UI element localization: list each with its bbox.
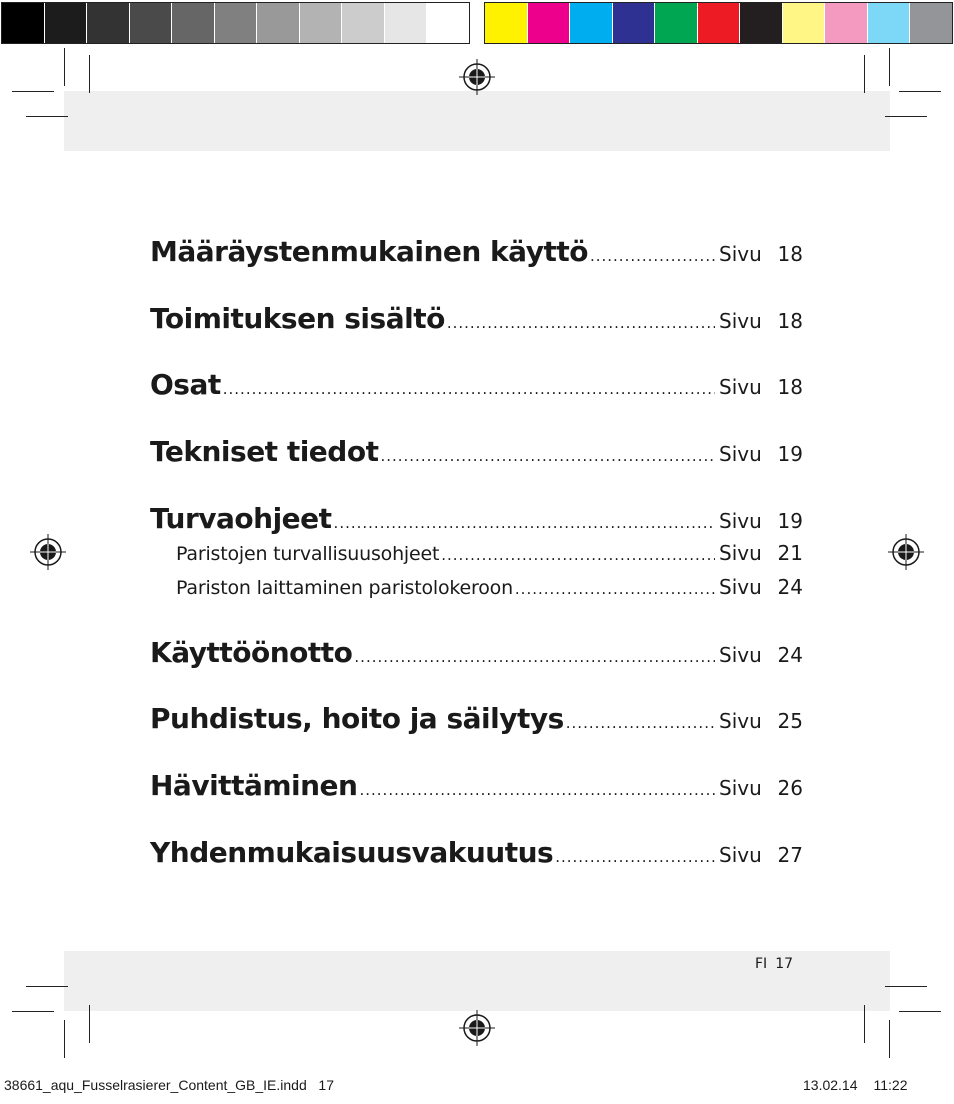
toc-page-label: Sivu <box>719 776 762 800</box>
toc-entry-title: Toimituksen sisältö <box>150 302 445 335</box>
crop-mark <box>885 986 927 987</box>
crop-mark <box>26 986 68 987</box>
color-swatch <box>698 3 741 43</box>
toc-page-label: Sivu <box>719 541 762 565</box>
color-swatch <box>427 3 469 43</box>
color-swatch <box>910 3 952 43</box>
toc-page-number: 27 <box>777 843 803 867</box>
toc-page-ref <box>719 843 803 867</box>
color-swatch <box>215 3 258 43</box>
color-swatch <box>385 3 428 43</box>
toc-leader-dots <box>441 546 715 564</box>
toc-page-label: Sivu <box>719 442 762 466</box>
crop-mark <box>64 48 65 86</box>
color-swatch <box>868 3 911 43</box>
color-swatch <box>783 3 826 43</box>
registration-mark-icon <box>30 534 66 570</box>
toc-leader-dots <box>223 380 715 398</box>
crop-mark <box>64 1020 65 1058</box>
color-swatch <box>172 3 215 43</box>
toc-page-ref <box>719 509 803 533</box>
color-swatch <box>740 3 783 43</box>
toc-page-ref <box>719 442 803 466</box>
toc-page-ref <box>719 309 803 333</box>
color-swatch <box>130 3 173 43</box>
toc-entry-title: Käyttöönotto <box>150 636 353 669</box>
registration-mark-icon <box>459 59 495 95</box>
toc-page-ref <box>719 709 803 733</box>
grayscale-calibration-bar <box>1 2 470 44</box>
toc-subentry[interactable] <box>150 541 803 565</box>
top-gray-band <box>64 91 890 151</box>
toc-page-number: 25 <box>777 709 803 733</box>
toc-leader-dots <box>354 648 715 666</box>
color-swatch <box>485 3 528 43</box>
toc-entry[interactable] <box>150 636 803 669</box>
toc-entry[interactable] <box>150 368 803 401</box>
crop-mark <box>12 1011 54 1012</box>
toc-subentry-title: Paristojen turvallisuusohjeet <box>176 543 440 565</box>
toc-entry[interactable] <box>150 235 803 268</box>
toc-page-number: 24 <box>777 575 803 599</box>
color-swatch <box>45 3 88 43</box>
color-swatch <box>342 3 385 43</box>
toc-page-ref <box>719 643 803 667</box>
color-swatch <box>825 3 868 43</box>
toc-entry[interactable] <box>150 702 803 735</box>
toc-page-ref <box>719 541 803 565</box>
toc-page-label: Sivu <box>719 643 762 667</box>
color-swatch <box>528 3 571 43</box>
toc-entry-title: Tekniset tiedot <box>150 435 379 468</box>
crop-mark <box>89 55 90 93</box>
crop-mark <box>864 1005 865 1043</box>
toc-page-number: 18 <box>777 309 803 333</box>
toc-leader-dots <box>555 848 715 866</box>
toc-leader-dots <box>447 314 715 332</box>
color-swatch <box>257 3 300 43</box>
color-calibration-bar <box>484 2 953 44</box>
crop-mark <box>899 1011 941 1012</box>
toc-page-label: Sivu <box>719 709 762 733</box>
toc-page-number: 18 <box>777 375 803 399</box>
page-number: 17 <box>775 956 794 972</box>
slug-date: 13.02.14 <box>803 1077 858 1093</box>
color-swatch <box>655 3 698 43</box>
toc-entry-title: Osat <box>150 368 221 401</box>
color-swatch <box>87 3 130 43</box>
crop-mark <box>889 48 890 86</box>
slug-file-name: 38661_aqu_Fusselrasierer_Content_GB_IE.indd 17 <box>4 1077 334 1093</box>
toc-entry-title: Turvaohjeet <box>150 502 332 535</box>
toc-page-ref <box>719 375 803 399</box>
toc-page-number: 18 <box>777 242 803 266</box>
language-code: FI <box>755 956 768 972</box>
toc-entry-title: Hävittäminen <box>150 769 358 802</box>
toc-page-number: 19 <box>777 509 803 533</box>
toc-page-label: Sivu <box>719 309 762 333</box>
color-swatch <box>613 3 656 43</box>
crop-mark <box>89 1005 90 1043</box>
slug-timestamp <box>803 1077 908 1093</box>
crop-mark <box>12 91 54 92</box>
toc-page-ref <box>719 242 803 266</box>
crop-mark <box>864 55 865 93</box>
toc-page-ref <box>719 575 803 599</box>
toc-page-number: 21 <box>777 541 803 565</box>
toc-entry-title: Määräystenmukainen käyttö <box>150 235 588 268</box>
crop-mark <box>26 116 68 117</box>
toc-entry[interactable] <box>150 769 803 802</box>
toc-entry-title: Puhdistus, hoito ja säilytys <box>150 702 564 735</box>
crop-mark <box>889 1020 890 1058</box>
toc-page-label: Sivu <box>719 575 762 599</box>
toc-entry-title: Yhdenmukaisuusvakuutus <box>150 836 554 869</box>
toc-entry[interactable] <box>150 302 803 335</box>
toc-entry[interactable] <box>150 502 803 535</box>
toc-leader-dots <box>359 781 715 799</box>
toc-page-label: Sivu <box>719 375 762 399</box>
registration-mark-icon <box>459 1010 495 1046</box>
toc-leader-dots <box>380 447 715 465</box>
toc-page-number: 24 <box>777 643 803 667</box>
toc-leader-dots <box>334 514 715 532</box>
toc-page-number: 19 <box>777 442 803 466</box>
toc-leader-dots <box>566 714 715 732</box>
toc-page-number: 26 <box>777 776 803 800</box>
slug-time: 11:22 <box>873 1077 908 1093</box>
toc-entry[interactable] <box>150 836 803 869</box>
toc-subentry-title: Pariston laittaminen paristolokeroon <box>176 577 513 599</box>
toc-leader-dots <box>515 580 715 598</box>
registration-mark-icon <box>888 534 924 570</box>
color-swatch <box>2 3 45 43</box>
toc-page-label: Sivu <box>719 242 762 266</box>
color-swatch <box>570 3 613 43</box>
toc-entry[interactable] <box>150 435 803 468</box>
toc-page-label: Sivu <box>719 843 762 867</box>
toc-subentry[interactable] <box>150 575 803 599</box>
toc-page-label: Sivu <box>719 509 762 533</box>
color-swatch <box>300 3 343 43</box>
crop-mark <box>899 91 941 92</box>
toc-leader-dots <box>590 247 715 265</box>
toc-page-ref <box>719 776 803 800</box>
crop-mark <box>885 116 927 117</box>
page-footer <box>755 956 801 972</box>
